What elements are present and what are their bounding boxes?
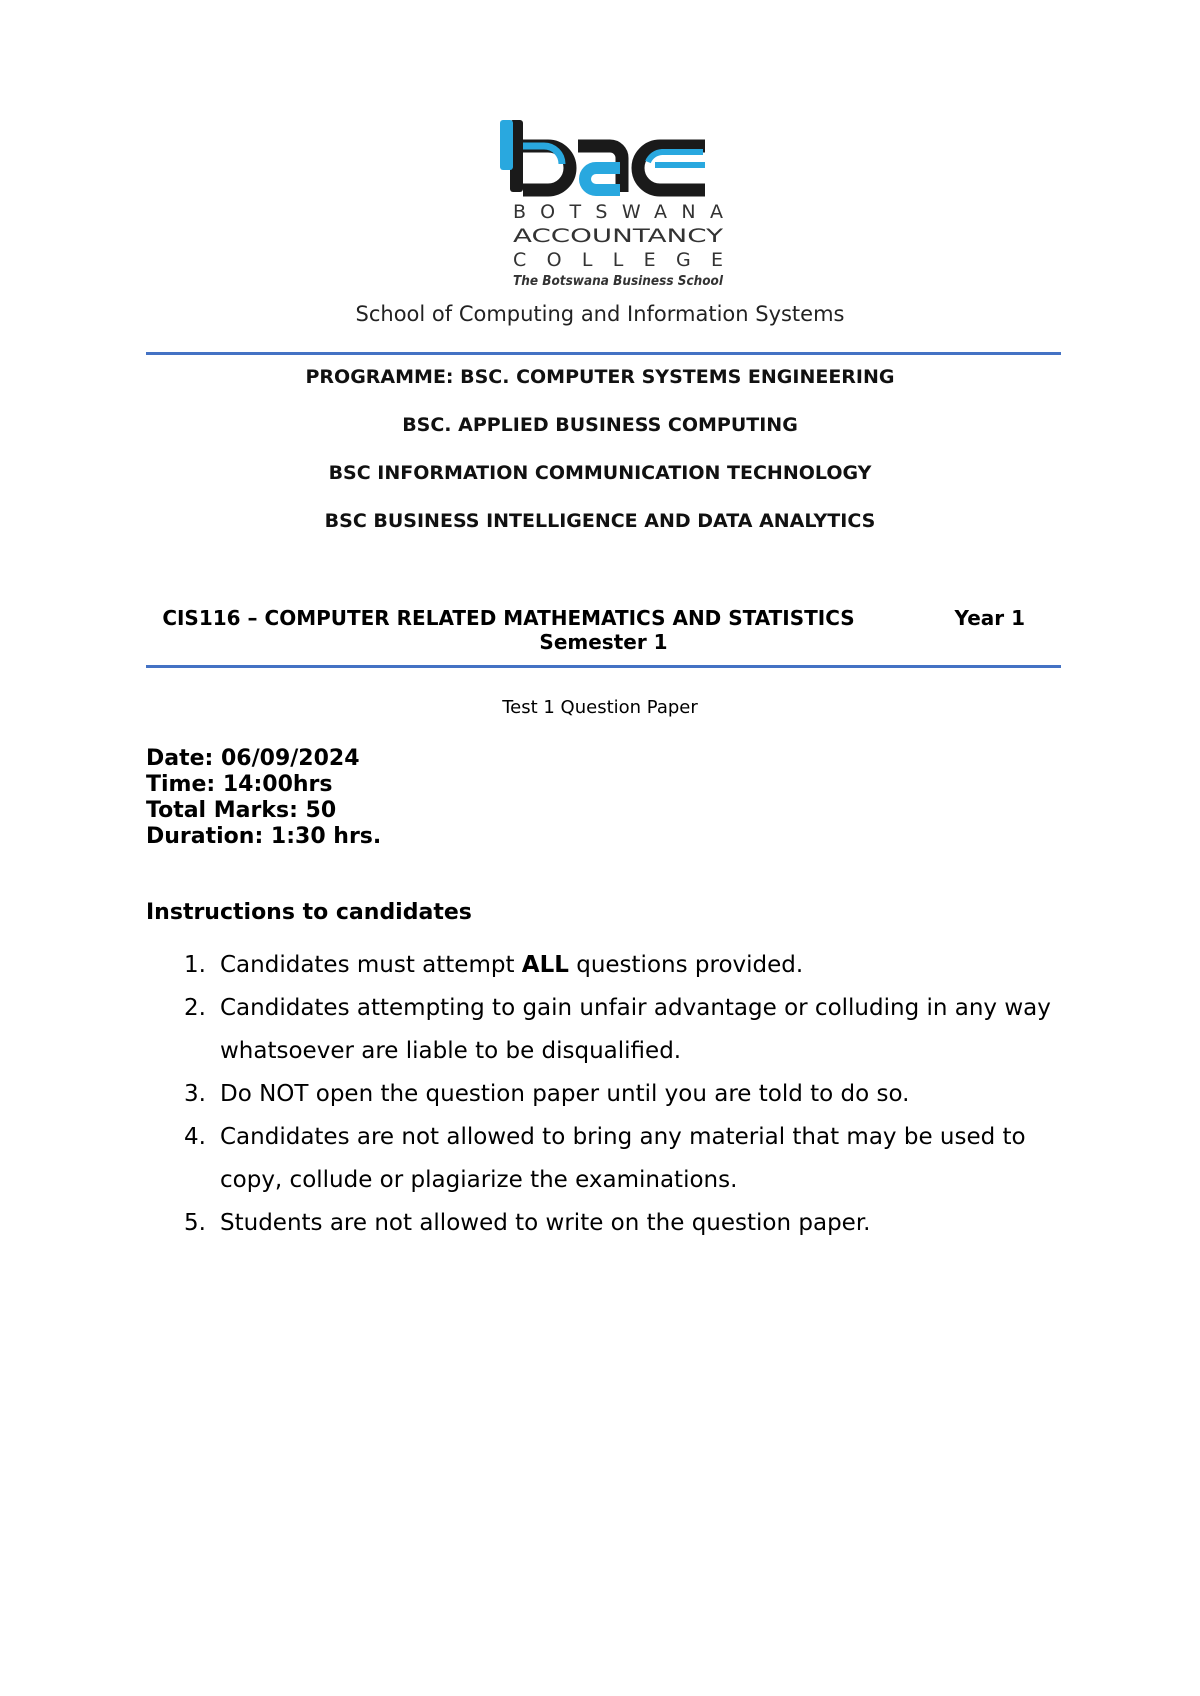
exam-duration: Duration: 1:30 hrs. — [146, 824, 382, 849]
paper-title: Test 1 Question Paper — [502, 697, 698, 718]
college-logo — [490, 112, 740, 292]
instruction-item: 1. Candidates must attempt ALL questions provided. — [146, 944, 1076, 987]
exam-details — [146, 746, 381, 850]
course-semester: Semester 1 — [539, 630, 668, 654]
programme-line-4: BSC BUSINESS INTELLIGENCE AND DATA ANALYTICS — [324, 510, 876, 532]
instruction-number: 4. — [184, 1124, 206, 1150]
logo-tagline: The Botswana Business School — [513, 274, 724, 289]
instruction-number: 5. — [184, 1210, 206, 1236]
logo-line-3: COLLEGE — [513, 249, 723, 271]
instruction-number: 1. — [184, 952, 206, 978]
programme-line-2: BSC. APPLIED BUSINESS COMPUTING — [402, 414, 798, 436]
instructions-list — [146, 944, 1076, 1245]
instruction-item: 2. Candidates attempting to gain unfair advantage or colluding in any way whatsoever are liable to be disqualified. — [146, 987, 1076, 1073]
programme-line-1: PROGRAMME: BSC. COMPUTER SYSTEMS ENGINEERING — [305, 366, 895, 388]
exam-date: Date: 06/09/2024 — [146, 746, 360, 771]
instruction-item: 5. Students are not allowed to write on the question paper. — [146, 1202, 1076, 1245]
programme-line-3: BSC INFORMATION COMMUNICATION TECHNOLOGY — [328, 462, 872, 484]
school-name: School of Computing and Information Systems — [355, 302, 845, 326]
instruction-item: 4. Candidates are not allowed to bring any material that may be used to copy, collude or plagiarize the examinations. — [146, 1116, 1076, 1202]
instruction-item: 3. Do NOT open the question paper until you are told to do so. — [146, 1073, 1076, 1116]
logo-line-1: BOTSWANA — [513, 201, 723, 223]
header-divider-top — [146, 352, 1061, 355]
course-year: Year 1 — [954, 606, 1025, 630]
instruction-number: 2. — [184, 995, 206, 1021]
instruction-emphasis: ALL — [521, 952, 569, 978]
logo-line-2: ACCOUNTANCY — [513, 225, 724, 247]
course-title: CIS116 – COMPUTER RELATED MATHEMATICS AND STATISTICS — [162, 606, 855, 630]
instruction-number: 3. — [184, 1081, 206, 1107]
header-divider-bottom — [146, 665, 1061, 668]
course-block — [146, 606, 1061, 654]
instructions-heading: Instructions to candidates — [146, 900, 472, 925]
exam-total-marks: Total Marks: 50 — [146, 798, 337, 823]
exam-time: Time: 14:00hrs — [146, 772, 333, 797]
